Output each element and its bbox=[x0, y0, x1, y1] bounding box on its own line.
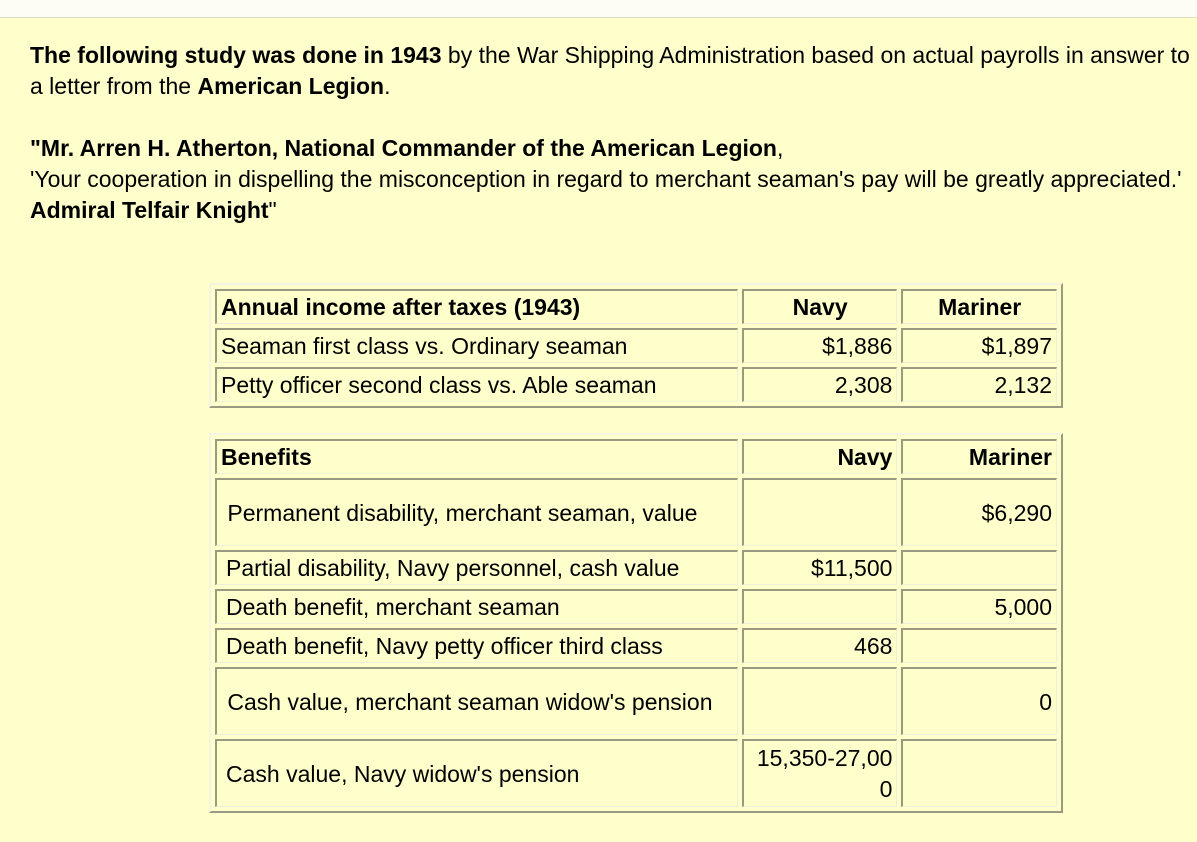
benefits-row-mariner: 5,000 bbox=[901, 589, 1057, 624]
income-table bbox=[209, 283, 1063, 408]
top-border-strip bbox=[0, 0, 1197, 18]
benefits-row-mariner bbox=[901, 739, 1057, 807]
benefits-row-label: Cash value, merchant seaman widow's pension bbox=[215, 667, 738, 735]
benefits-row-mariner bbox=[901, 628, 1057, 663]
benefits-row bbox=[215, 478, 1057, 546]
quote-signature-close: " bbox=[268, 197, 277, 223]
income-row-navy: 2,308 bbox=[742, 367, 898, 402]
income-row-mariner: $1,897 bbox=[901, 328, 1057, 363]
intro-year-phrase: The following study was done in 1943 bbox=[30, 42, 442, 68]
income-row-mariner: 2,132 bbox=[901, 367, 1057, 402]
intro-text: by the War Shipping Administration based on actual payrolls in answer to a letter from the bbox=[30, 42, 1190, 99]
benefits-row-navy: $11,500 bbox=[742, 550, 898, 585]
benefits-row bbox=[215, 667, 1057, 735]
benefits-row-label: Cash value, Navy widow's pension bbox=[215, 739, 738, 807]
quote-addressee-comma: , bbox=[776, 135, 784, 161]
income-header-mariner: Mariner bbox=[901, 289, 1057, 324]
benefits-row bbox=[215, 589, 1057, 624]
income-row-label: Seaman first class vs. Ordinary seaman bbox=[215, 328, 738, 363]
income-row bbox=[215, 367, 1057, 402]
benefits-row-navy bbox=[742, 667, 898, 735]
benefits-row-mariner bbox=[901, 550, 1057, 585]
benefits-row-label: Partial disability, Navy personnel, cash value bbox=[215, 550, 738, 585]
benefits-row-navy: 468 bbox=[742, 628, 898, 663]
intro-paragraph bbox=[30, 40, 1195, 102]
income-header-row bbox=[215, 289, 1057, 324]
benefits-row-label: Death benefit, Navy petty officer third class bbox=[215, 628, 738, 663]
intro-american-legion: American Legion bbox=[197, 73, 385, 99]
benefits-row-label: Permanent disability, merchant seaman, value bbox=[215, 478, 738, 546]
benefits-header-mariner: Mariner bbox=[901, 439, 1057, 474]
benefits-row-label: Death benefit, merchant seaman bbox=[215, 589, 738, 624]
benefits-header-row bbox=[215, 439, 1057, 474]
income-header-navy: Navy bbox=[742, 289, 898, 324]
benefits-row-mariner: $6,290 bbox=[901, 478, 1057, 546]
benefits-row bbox=[215, 739, 1057, 807]
benefits-row-mariner: 0 bbox=[901, 667, 1057, 735]
benefits-row-navy bbox=[742, 589, 898, 624]
benefits-header-navy: Navy bbox=[742, 439, 898, 474]
income-row bbox=[215, 328, 1057, 363]
benefits-row-navy bbox=[742, 478, 898, 546]
benefits-table bbox=[209, 433, 1063, 813]
intro-period: . bbox=[384, 73, 391, 99]
quote-addressee: "Mr. Arren H. Atherton, National Commander of the American Legion bbox=[30, 135, 777, 161]
benefits-header-category: Benefits bbox=[215, 439, 738, 474]
benefits-row-navy: 15,350-27,000 bbox=[742, 739, 898, 807]
income-row-label: Petty officer second class vs. Able seaman bbox=[215, 367, 738, 402]
benefits-row bbox=[215, 628, 1057, 663]
quote-signature: Admiral Telfair Knight bbox=[30, 197, 269, 223]
quote-text: 'Your cooperation in dispelling the misconception in regard to merchant seaman's pay will be greatly appreciated.' bbox=[30, 166, 1182, 192]
benefits-row bbox=[215, 550, 1057, 585]
income-row-navy: $1,886 bbox=[742, 328, 898, 363]
quote-block bbox=[30, 133, 1195, 226]
article-body bbox=[30, 40, 1195, 226]
income-header-category: Annual income after taxes (1943) bbox=[215, 289, 738, 324]
